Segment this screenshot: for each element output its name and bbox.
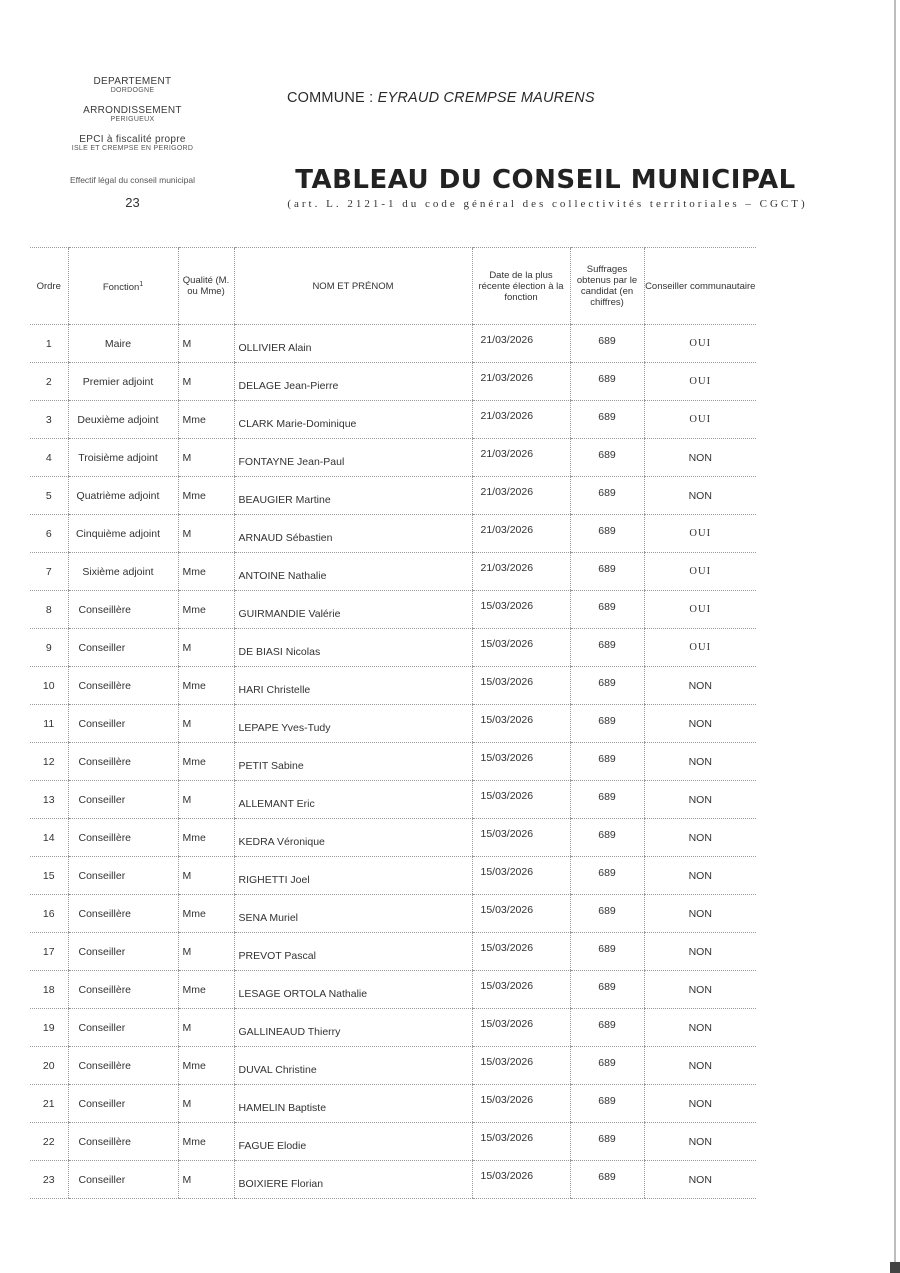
row-suffrages: 689 bbox=[570, 553, 644, 591]
arrondissement-value: PERIGUEUX bbox=[110, 116, 155, 123]
row-ordre: 22 bbox=[30, 1123, 68, 1161]
row-fonction: Sixième adjoint bbox=[68, 553, 178, 591]
row-qualite: M bbox=[178, 1085, 234, 1123]
row-conseiller-communautaire: OUI bbox=[644, 515, 756, 553]
row-conseiller-communautaire: NON bbox=[644, 477, 756, 515]
row-qualite: Mme bbox=[178, 1047, 234, 1085]
row-qualite: M bbox=[178, 705, 234, 743]
row-ordre: 5 bbox=[30, 477, 68, 515]
row-ordre: 13 bbox=[30, 781, 68, 819]
row-ordre: 9 bbox=[30, 629, 68, 667]
row-nom: HARI Christelle bbox=[234, 667, 472, 705]
row-fonction: Conseiller bbox=[68, 1085, 178, 1123]
table-row bbox=[30, 401, 756, 439]
page-subtitle: (art. L. 2121-1 du code général des collectivités territoriales – CGCT) bbox=[287, 198, 808, 210]
row-conseiller-communautaire: NON bbox=[644, 933, 756, 971]
row-date: 15/03/2026 bbox=[472, 895, 570, 933]
header-communautaire: Conseiller communautaire bbox=[644, 248, 756, 325]
row-nom: HAMELIN Baptiste bbox=[234, 1085, 472, 1123]
row-suffrages: 689 bbox=[570, 401, 644, 439]
row-conseiller-communautaire: OUI bbox=[644, 363, 756, 401]
row-ordre: 7 bbox=[30, 553, 68, 591]
epci-value: ISLE ET CREMPSE EN PERIGORD bbox=[71, 145, 194, 152]
row-suffrages: 689 bbox=[570, 363, 644, 401]
row-conseiller-communautaire: NON bbox=[644, 1009, 756, 1047]
row-fonction: Conseiller bbox=[68, 629, 178, 667]
row-conseiller-communautaire: NON bbox=[644, 1161, 756, 1199]
row-qualite: M bbox=[178, 363, 234, 401]
row-ordre: 18 bbox=[30, 971, 68, 1009]
table-row bbox=[30, 325, 756, 363]
row-conseiller-communautaire: NON bbox=[644, 439, 756, 477]
departement-value: DORDOGNE bbox=[110, 87, 155, 94]
table-row bbox=[30, 781, 756, 819]
row-nom: KEDRA Véronique bbox=[234, 819, 472, 857]
row-suffrages: 689 bbox=[570, 933, 644, 971]
row-suffrages: 689 bbox=[570, 439, 644, 477]
row-ordre: 14 bbox=[30, 819, 68, 857]
row-conseiller-communautaire: NON bbox=[644, 971, 756, 1009]
row-suffrages: 689 bbox=[570, 515, 644, 553]
table-row bbox=[30, 1047, 756, 1085]
row-suffrages: 689 bbox=[570, 1009, 644, 1047]
row-ordre: 6 bbox=[30, 515, 68, 553]
row-nom: DE BIASI Nicolas bbox=[234, 629, 472, 667]
row-date: 15/03/2026 bbox=[472, 857, 570, 895]
row-fonction: Conseillère bbox=[68, 591, 178, 629]
row-conseiller-communautaire: NON bbox=[644, 895, 756, 933]
row-qualite: M bbox=[178, 439, 234, 477]
row-suffrages: 689 bbox=[570, 1085, 644, 1123]
row-ordre: 21 bbox=[30, 1085, 68, 1123]
row-date: 15/03/2026 bbox=[472, 591, 570, 629]
row-conseiller-communautaire: NON bbox=[644, 743, 756, 781]
effectif-label: Effectif légal du conseil municipal bbox=[69, 175, 196, 185]
row-qualite: Mme bbox=[178, 553, 234, 591]
row-nom: LESAGE ORTOLA Nathalie bbox=[234, 971, 472, 1009]
row-date: 21/03/2026 bbox=[472, 515, 570, 553]
commune-line bbox=[287, 90, 595, 106]
table-row bbox=[30, 895, 756, 933]
row-fonction: Maire bbox=[68, 325, 178, 363]
commune-label: COMMUNE : bbox=[287, 90, 374, 106]
header-nom: NOM ET PRÉNOM bbox=[234, 248, 472, 325]
row-ordre: 3 bbox=[30, 401, 68, 439]
row-conseiller-communautaire: OUI bbox=[644, 591, 756, 629]
row-qualite: Mme bbox=[178, 401, 234, 439]
row-nom: FONTAYNE Jean-Paul bbox=[234, 439, 472, 477]
row-nom: DUVAL Christine bbox=[234, 1047, 472, 1085]
table-row bbox=[30, 629, 756, 667]
row-ordre: 4 bbox=[30, 439, 68, 477]
arrondissement-label: ARRONDISSEMENT bbox=[83, 105, 182, 116]
row-date: 21/03/2026 bbox=[472, 439, 570, 477]
row-qualite: M bbox=[178, 933, 234, 971]
row-suffrages: 689 bbox=[570, 667, 644, 705]
row-ordre: 19 bbox=[30, 1009, 68, 1047]
row-suffrages: 689 bbox=[570, 325, 644, 363]
row-qualite: M bbox=[178, 857, 234, 895]
row-conseiller-communautaire: OUI bbox=[644, 553, 756, 591]
header-fonction: Fonction$^1$ bbox=[68, 248, 178, 325]
table-row bbox=[30, 857, 756, 895]
row-qualite: M bbox=[178, 1161, 234, 1199]
row-qualite: M bbox=[178, 1009, 234, 1047]
row-date: 15/03/2026 bbox=[472, 1009, 570, 1047]
header-suffrages: Suffrages obtenus par le candidat (en chiffres) bbox=[570, 248, 644, 325]
row-fonction: Conseiller bbox=[68, 705, 178, 743]
row-ordre: 11 bbox=[30, 705, 68, 743]
commune-name: EYRAUD CREMPSE MAURENS bbox=[377, 90, 595, 106]
effectif-value: 23 bbox=[125, 195, 140, 210]
row-qualite: Mme bbox=[178, 819, 234, 857]
row-ordre: 12 bbox=[30, 743, 68, 781]
table-row bbox=[30, 363, 756, 401]
row-nom: GALLINEAUD Thierry bbox=[234, 1009, 472, 1047]
row-fonction: Conseiller bbox=[68, 781, 178, 819]
row-date: 15/03/2026 bbox=[472, 1123, 570, 1161]
row-fonction: Conseiller bbox=[68, 933, 178, 971]
row-nom: ARNAUD Sébastien bbox=[234, 515, 472, 553]
row-suffrages: 689 bbox=[570, 819, 644, 857]
row-nom: BOIXIERE Florian bbox=[234, 1161, 472, 1199]
row-conseiller-communautaire: OUI bbox=[644, 401, 756, 439]
row-nom: BEAUGIER Martine bbox=[234, 477, 472, 515]
page-edge bbox=[894, 0, 896, 1273]
row-fonction: Conseillère bbox=[68, 819, 178, 857]
row-suffrages: 689 bbox=[570, 857, 644, 895]
row-fonction: Quatrième adjoint bbox=[68, 477, 178, 515]
row-date: 15/03/2026 bbox=[472, 1161, 570, 1199]
row-fonction: Premier adjoint bbox=[68, 363, 178, 401]
row-conseiller-communautaire: NON bbox=[644, 857, 756, 895]
page-edge-mark bbox=[890, 1262, 900, 1273]
row-fonction: Conseillère bbox=[68, 1123, 178, 1161]
table-header-row bbox=[30, 248, 756, 325]
row-qualite: Mme bbox=[178, 743, 234, 781]
row-fonction: Troisième adjoint bbox=[68, 439, 178, 477]
header-date: Date de la plus récente élection à la fonction bbox=[472, 248, 570, 325]
row-suffrages: 689 bbox=[570, 971, 644, 1009]
row-ordre: 8 bbox=[30, 591, 68, 629]
row-suffrages: 689 bbox=[570, 1161, 644, 1199]
row-conseiller-communautaire: OUI bbox=[644, 629, 756, 667]
row-conseiller-communautaire: NON bbox=[644, 819, 756, 857]
footnote-marker: 1 bbox=[139, 280, 144, 288]
row-nom: LEPAPE Yves-Tudy bbox=[234, 705, 472, 743]
row-suffrages: 689 bbox=[570, 705, 644, 743]
row-date: 15/03/2026 bbox=[472, 933, 570, 971]
row-qualite: Mme bbox=[178, 1123, 234, 1161]
table-row bbox=[30, 591, 756, 629]
row-fonction: Conseiller bbox=[68, 1009, 178, 1047]
row-qualite: M bbox=[178, 515, 234, 553]
row-nom: ALLEMANT Eric bbox=[234, 781, 472, 819]
row-date: 15/03/2026 bbox=[472, 667, 570, 705]
row-suffrages: 689 bbox=[570, 477, 644, 515]
row-nom: PREVOT Pascal bbox=[234, 933, 472, 971]
row-date: 21/03/2026 bbox=[472, 477, 570, 515]
table-row bbox=[30, 477, 756, 515]
row-conseiller-communautaire: NON bbox=[644, 1047, 756, 1085]
table-row bbox=[30, 1161, 756, 1199]
row-date: 21/03/2026 bbox=[472, 401, 570, 439]
row-ordre: 1 bbox=[30, 325, 68, 363]
epci-label: EPCI à fiscalité propre bbox=[79, 134, 186, 145]
row-date: 15/03/2026 bbox=[472, 971, 570, 1009]
row-fonction: Deuxième adjoint bbox=[68, 401, 178, 439]
table-row bbox=[30, 553, 756, 591]
row-date: 15/03/2026 bbox=[472, 629, 570, 667]
row-suffrages: 689 bbox=[570, 781, 644, 819]
table-row bbox=[30, 1009, 756, 1047]
row-ordre: 23 bbox=[30, 1161, 68, 1199]
row-ordre: 20 bbox=[30, 1047, 68, 1085]
row-date: 21/03/2026 bbox=[472, 553, 570, 591]
row-ordre: 2 bbox=[30, 363, 68, 401]
row-nom: PETIT Sabine bbox=[234, 743, 472, 781]
row-nom: DELAGE Jean-Pierre bbox=[234, 363, 472, 401]
row-fonction: Conseillère bbox=[68, 971, 178, 1009]
row-qualite: Mme bbox=[178, 971, 234, 1009]
row-date: 15/03/2026 bbox=[472, 743, 570, 781]
row-date: 21/03/2026 bbox=[472, 325, 570, 363]
row-suffrages: 689 bbox=[570, 629, 644, 667]
row-date: 15/03/2026 bbox=[472, 781, 570, 819]
row-ordre: 17 bbox=[30, 933, 68, 971]
row-ordre: 15 bbox=[30, 857, 68, 895]
table-row bbox=[30, 1085, 756, 1123]
table-row bbox=[30, 743, 756, 781]
row-suffrages: 689 bbox=[570, 1047, 644, 1085]
row-nom: CLARK Marie-Dominique bbox=[234, 401, 472, 439]
row-date: 15/03/2026 bbox=[472, 705, 570, 743]
row-conseiller-communautaire: NON bbox=[644, 1123, 756, 1161]
table-row bbox=[30, 705, 756, 743]
row-conseiller-communautaire: NON bbox=[644, 781, 756, 819]
row-suffrages: 689 bbox=[570, 895, 644, 933]
row-qualite: M bbox=[178, 781, 234, 819]
row-nom: SENA Muriel bbox=[234, 895, 472, 933]
page-title: TABLEAU DU CONSEIL MUNICIPAL bbox=[295, 165, 796, 195]
row-suffrages: 689 bbox=[570, 743, 644, 781]
row-date: 15/03/2026 bbox=[472, 1047, 570, 1085]
row-fonction: Cinquième adjoint bbox=[68, 515, 178, 553]
departement-label: DEPARTEMENT bbox=[93, 76, 172, 87]
row-nom: ANTOINE Nathalie bbox=[234, 553, 472, 591]
row-nom: OLLIVIER Alain bbox=[234, 325, 472, 363]
header-ordre: Ordre bbox=[30, 248, 68, 325]
row-fonction: Conseillère bbox=[68, 1047, 178, 1085]
row-fonction: Conseiller bbox=[68, 1161, 178, 1199]
table-row bbox=[30, 439, 756, 477]
row-ordre: 10 bbox=[30, 667, 68, 705]
row-conseiller-communautaire: NON bbox=[644, 705, 756, 743]
row-suffrages: 689 bbox=[570, 591, 644, 629]
table-row bbox=[30, 819, 756, 857]
row-nom: GUIRMANDIE Valérie bbox=[234, 591, 472, 629]
row-fonction: Conseillère bbox=[68, 743, 178, 781]
table-row bbox=[30, 933, 756, 971]
row-fonction: Conseillère bbox=[68, 667, 178, 705]
row-date: 15/03/2026 bbox=[472, 819, 570, 857]
row-conseiller-communautaire: NON bbox=[644, 667, 756, 705]
row-suffrages: 689 bbox=[570, 1123, 644, 1161]
row-qualite: Mme bbox=[178, 667, 234, 705]
row-date: 21/03/2026 bbox=[472, 363, 570, 401]
header-qualite: Qualité (M. ou Mme) bbox=[178, 248, 234, 325]
row-qualite: M bbox=[178, 325, 234, 363]
table-row bbox=[30, 667, 756, 705]
row-qualite: Mme bbox=[178, 591, 234, 629]
row-qualite: Mme bbox=[178, 895, 234, 933]
table-row bbox=[30, 1123, 756, 1161]
row-fonction: Conseiller bbox=[68, 857, 178, 895]
table-row bbox=[30, 971, 756, 1009]
row-date: 15/03/2026 bbox=[472, 1085, 570, 1123]
table-row bbox=[30, 515, 756, 553]
administrative-info bbox=[40, 76, 225, 210]
row-qualite: Mme bbox=[178, 477, 234, 515]
row-nom: FAGUE Elodie bbox=[234, 1123, 472, 1161]
row-qualite: M bbox=[178, 629, 234, 667]
row-conseiller-communautaire: OUI bbox=[644, 325, 756, 363]
row-ordre: 16 bbox=[30, 895, 68, 933]
row-fonction: Conseillère bbox=[68, 895, 178, 933]
row-conseiller-communautaire: NON bbox=[644, 1085, 756, 1123]
row-nom: RIGHETTI Joel bbox=[234, 857, 472, 895]
council-table bbox=[30, 247, 756, 1199]
